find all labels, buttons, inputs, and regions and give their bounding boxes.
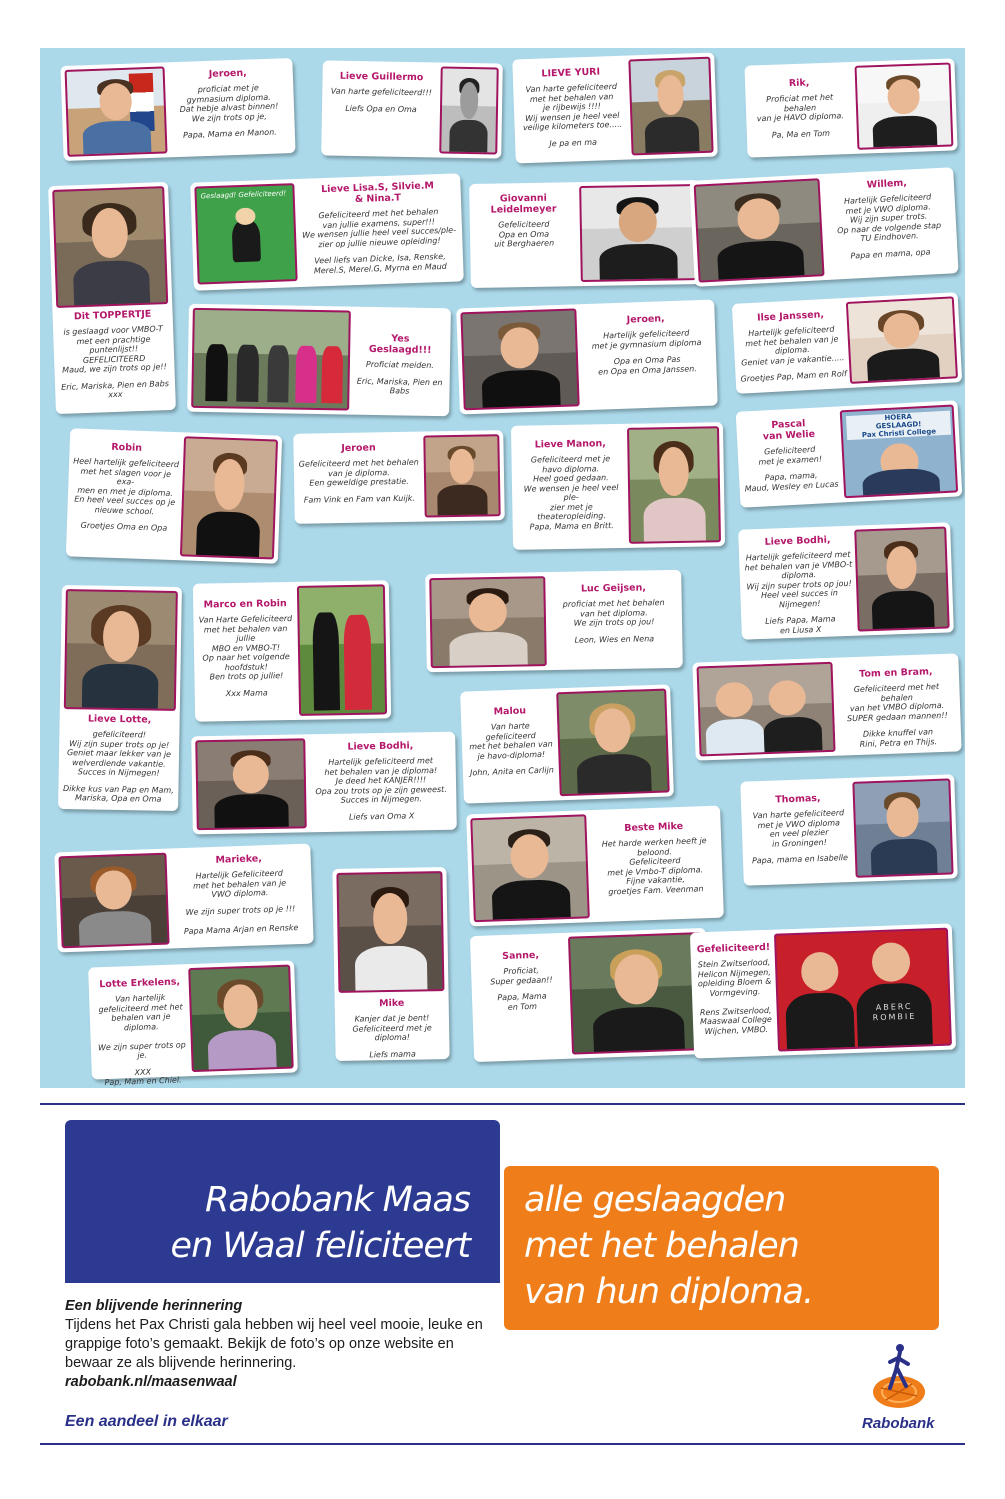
- card-photo: [470, 814, 590, 922]
- card-jeroen-1: [60, 58, 295, 161]
- card-robin: [66, 428, 282, 563]
- card-message: Hartelijk gefeliciteerd met het behalen van je diploma. Geniet van je vakantie.....: [741, 324, 845, 368]
- card-title: Lieve Bodhi,: [347, 740, 414, 753]
- card-malou: [460, 684, 674, 803]
- card-signature: Papa, Mama en Manon.: [182, 127, 277, 140]
- card-photo: [579, 184, 697, 282]
- card-message: Kanjer dat je bent! Gefeliciteerd met je diploma!: [352, 1013, 432, 1043]
- card-title: LIEVE YURI: [541, 66, 601, 80]
- card-signature: Xxx Mama: [225, 687, 268, 698]
- card-message: Hartelijk gefeliciteerd met het behalen van je diploma! Je deed het KANJER!!!! Opa zou trots op je zijn geweest. Succes in Nijmegen.: [315, 756, 447, 805]
- card-title: Lieve Bodhi,: [764, 534, 831, 548]
- card-signature: Liefs Papa, Mama en Liusa X: [764, 614, 836, 635]
- card-photo: [840, 404, 958, 498]
- card-signature: Dikke knuffel van Rini, Petra en Thijs.: [859, 727, 938, 749]
- card-photo: [568, 932, 706, 1055]
- card-rik: [744, 58, 957, 157]
- card-photo: [195, 738, 307, 830]
- card-signature: Liefs van Oma X: [348, 810, 415, 822]
- card-title: Jeroen,: [208, 67, 247, 80]
- card-title: Malou: [493, 705, 527, 718]
- divider-bottom: [40, 1443, 965, 1445]
- card-signature: Dikke kus van Pap en Mam, Mariska, Opa en Oma: [62, 783, 174, 804]
- banner-text: HOERA GESLAAGD! Pax Christi College: [846, 411, 951, 440]
- card-message: Stein Zwitserlood, Helicon Nijmegen, opleiding Bloem & Vormgeving. Rens Zwitserlood, Maaswaal College Wijchen, VMBO.: [697, 957, 773, 1036]
- card-title: Sanne,: [501, 949, 540, 963]
- footer-subheading: Een blijvende herinnering: [65, 1298, 243, 1314]
- footer-text-block: [65, 1297, 485, 1392]
- headline-right-line-1: alle geslaagden: [524, 1180, 786, 1220]
- card-signature: Eric, Mariska, Pien en Babs: [356, 376, 443, 396]
- card-message: Gefeliciteerd met het behalen van het VMBO diploma. SUPER gedaan mannen!!: [846, 682, 948, 723]
- card-photo: [855, 63, 954, 150]
- card-yuri: [512, 53, 718, 164]
- card-message: Van Harte Gefeliciteerd met het behalen van jullie MBO en VMBO-T! Op naar het volgende hoofdstuk! Ben trots op jullie!: [198, 613, 293, 682]
- card-title: Lieve Manon,: [534, 438, 606, 451]
- card-toppertje: [48, 182, 176, 414]
- card-signature: We zijn super trots op je !!! Papa Mama Arjan en Renske: [183, 903, 299, 936]
- card-pascal: [736, 400, 963, 507]
- card-photo: [439, 66, 499, 154]
- card-message: Van hartelijk gefeliciteerd met het behalen van je diploma. We zijn super trots op je.: [97, 992, 186, 1060]
- divider-top: [40, 1103, 965, 1105]
- card-bodhi-1: [738, 522, 954, 639]
- card-photo: [52, 186, 168, 308]
- card-message: Gefeliciteerd Opa en Oma uit Berghaeren: [494, 219, 555, 249]
- card-bodhi-2: [191, 732, 457, 835]
- headline-right-box: [504, 1166, 939, 1330]
- card-message: proficiat met het behalen van het diploma. We zijn trots op jou!: [562, 598, 665, 628]
- card-title: Luc Geijsen,: [580, 582, 647, 595]
- card-message: Hartelijk Gefeliciteerd met het behalen van je VWO diploma.: [192, 868, 287, 900]
- card-lotte-erkelens: [88, 960, 298, 1088]
- card-signature: Papa en mama, opa: [850, 246, 931, 261]
- card-mike: [332, 867, 449, 1061]
- card-title: Yes Geslaagd!!!: [368, 333, 432, 356]
- card-photo: [64, 589, 178, 711]
- card-title: Robin: [111, 441, 143, 454]
- card-signature: Pa, Ma en Tom: [771, 128, 831, 140]
- card-title: Jeroen: [341, 442, 376, 455]
- card-title: Gefeliciteerd!: [696, 941, 771, 956]
- card-title: Lieve Guillermo: [339, 70, 424, 84]
- card-sanne: [470, 928, 710, 1062]
- card-message: proficiat met je gymnasium diploma. Dat hebje alvast binnen! We zijn trots op je,: [179, 83, 279, 124]
- congratulations-board: [40, 48, 965, 1088]
- graduation-cartoon-text: Geslaagd! Gefeliciteerd!: [200, 189, 287, 201]
- card-jeroen-2: [456, 300, 718, 415]
- card-jeroen-3: [293, 430, 505, 524]
- card-thomas: [740, 774, 957, 885]
- card-message: Heel hartelijk gefeliciteerd met het slagen voor je exa- men en met je diploma. En heel veel succes op je nieuwe school.: [73, 456, 180, 516]
- card-signature: Papa, mama, Maud, Wesley en Lucas: [744, 470, 839, 494]
- card-manon: [511, 422, 725, 550]
- card-giovanni: [469, 180, 701, 288]
- card-ilse-janssen: [732, 292, 962, 394]
- card-message: Het harde werken heeft je beloond. Gefeliciteerd met je Vmbo-T diploma. Fijne vakantie, groetjes Fam. Veenman: [601, 836, 707, 897]
- card-message: Hartelijk Gefeliciteerd met je VWO diploma. Wij zijn super trots. Op naar de volgende stap TU Eindhoven.: [836, 192, 942, 244]
- card-title: Thomas,: [775, 792, 821, 806]
- card-photo: [336, 871, 444, 993]
- card-lieve-lotte: [58, 585, 182, 811]
- card-willem: [689, 167, 958, 287]
- card-message: Proficiat meiden.: [365, 359, 434, 371]
- card-guillermo: [321, 60, 503, 158]
- card-title: Lieve Lotte,: [87, 713, 152, 726]
- card-message: Hartelijk gefeliciteerd met het behalen van je VMBO-t diploma. Wij zijn super trots op jou! Heel veel succes in Nijmegen!: [744, 549, 853, 609]
- card-message: Proficiat met het behalen van je HAVO diploma.: [756, 92, 844, 124]
- card-title: Jeroen,: [626, 313, 665, 326]
- card-message: gefeliciteerd! Wij zijn super trots op je! Geniet maar lekker van je welverdiende vakantie. Succes in Nijmegen!: [66, 729, 172, 778]
- card-signature: Papa, Mama en Tom: [497, 991, 547, 1012]
- card-title: Giovanni Leidelmeyer: [490, 192, 557, 216]
- shirt-print-text: ABERC ROMBIE: [872, 1001, 917, 1022]
- card-photo: [627, 426, 721, 544]
- card-photo: [180, 436, 278, 559]
- card-signature: Liefs Opa en Oma: [345, 103, 417, 114]
- card-photo: [697, 662, 836, 757]
- card-signature: Veel liefs van Dicke, Isa, Renske, Merel.S, Merel.G, Myrna en Maud: [313, 251, 447, 275]
- card-stein-rens: [690, 923, 956, 1058]
- card-photo: [460, 308, 579, 410]
- card-photo: [423, 434, 500, 517]
- card-luc-geijsen: [425, 570, 683, 672]
- slogan: Een aandeel in elkaar: [65, 1413, 228, 1430]
- card-message: Van harte gefeliciteerd met het behalen van je havo-diploma!: [469, 721, 553, 761]
- headline-right-line-3: van hun diploma.: [524, 1272, 814, 1312]
- card-photo: [854, 526, 950, 631]
- card-photo: [556, 689, 670, 797]
- card-message: Gefeliciteerd met je examen!: [758, 444, 823, 467]
- card-lisa-silvie-nina: [190, 173, 464, 290]
- card-title: Dit TOPPERTJE: [73, 308, 152, 323]
- card-signature: Je pa en ma: [549, 137, 598, 148]
- card-marco-robin: [193, 580, 391, 721]
- footer-body: Tijdens het Pax Christi gala hebben wij heel veel mooie, leuke en grappige foto’s gemaakt. Bekijk de foto’s op onze website en bewaar ze als blijvende herinnering.: [65, 1317, 483, 1371]
- card-photo: [191, 308, 351, 411]
- card-message: Van harte gefeliciteerd met het behalen van je rijbewijs !!!! Wij wensen je heel veel veilige kilometers toe.....: [522, 81, 623, 133]
- brand-name: Rabobank: [862, 1415, 935, 1432]
- card-message: Proficiat, Super gedaan!!: [490, 965, 553, 986]
- card-signature: Groetjes Pap, Mam en Rolf: [740, 369, 848, 384]
- card-photo: [774, 928, 952, 1052]
- card-title: Beste Mike: [624, 820, 684, 834]
- card-signature: Groetjes Oma en Opa: [80, 520, 168, 533]
- headline-left-line-1: Rabobank Maas: [205, 1180, 470, 1220]
- card-title: Pascal van Welie: [762, 418, 816, 443]
- card-beste-mike: [466, 806, 724, 927]
- card-photo: [194, 183, 297, 284]
- card-marieke: [54, 844, 313, 953]
- card-message: is geslaagd voor VMBO-T met een prachtige puntenlijst!! GEFELICITEERD Maud, we zijn trots op je!!: [62, 324, 167, 375]
- card-title: Tom en Bram,: [859, 666, 933, 680]
- card-signature: Fam Vink en Fam van Kuijk.: [303, 493, 416, 505]
- card-message: Van harte gefeliciteerd!!!: [330, 86, 432, 98]
- card-signature: Eric, Mariska, Pien en Babs xxx: [60, 378, 170, 400]
- card-signature: Papa, mama en Isabelle: [751, 853, 849, 866]
- card-photo: [58, 853, 169, 949]
- card-photo: [846, 296, 958, 384]
- card-signature: John, Anita en Carlijn: [469, 765, 554, 778]
- card-title: Lotte Erkelens,: [99, 976, 181, 991]
- headline-left-line-2: en Waal feliciteert: [170, 1226, 470, 1266]
- card-signature: Opa en Oma Pas en Opa en Oma Janssen.: [598, 354, 697, 377]
- card-photo: [852, 778, 953, 877]
- rabobank-logo-icon: [866, 1340, 932, 1412]
- card-tom-bram: [692, 653, 961, 760]
- card-title: Marieke,: [215, 853, 263, 866]
- card-title: Mike: [378, 997, 405, 1010]
- card-signature: XXX Pap, Mam en Chiel.: [104, 1067, 182, 1088]
- card-message: Gefeliciteerd met het behalen van je diploma. Een geweldige prestatie.: [298, 457, 419, 488]
- card-message: Gefeliciteerd met het behalen van jullie examens, super!!! We wensen jullie heel veel succes/ple- zier op jullie nieuwe opleiding!: [301, 207, 457, 249]
- card-message: Van harte gefeliciteerd met je VWO diploma en veel plezier in Groningen!: [752, 808, 845, 849]
- card-title: Marco en Robin: [203, 598, 287, 611]
- card-message: Hartelijk gefeliciteerd met je gymnasium diploma: [591, 328, 702, 351]
- card-photo: [694, 178, 825, 282]
- headline-right-line-2: met het behalen: [524, 1226, 799, 1266]
- card-message: Gefeliciteerd met je havo diploma. Heel goed gedaan. We wensen je heel veel ple- zier met je theateropleiding. Papa, Mama en Britt.: [523, 454, 619, 532]
- card-title: Willem,: [866, 177, 908, 191]
- card-title: Rik,: [788, 77, 810, 90]
- card-signature: Leon, Wies en Nena: [574, 633, 655, 645]
- card-yes-geslaagd: [187, 304, 451, 417]
- card-photo: [297, 584, 387, 716]
- card-photo: [188, 965, 294, 1072]
- card-title: Lieve Lisa.S, Silvie.M & Nina.T: [320, 180, 435, 206]
- card-photo: [429, 576, 547, 668]
- footer-url-link[interactable]: rabobank.nl/maasenwaal: [65, 1374, 237, 1390]
- card-photo: [628, 57, 713, 156]
- card-signature: Liefs mama: [369, 1049, 416, 1059]
- headline-left-box: [65, 1120, 500, 1283]
- card-title: Ilse Janssen,: [756, 309, 825, 324]
- card-photo: [65, 66, 168, 156]
